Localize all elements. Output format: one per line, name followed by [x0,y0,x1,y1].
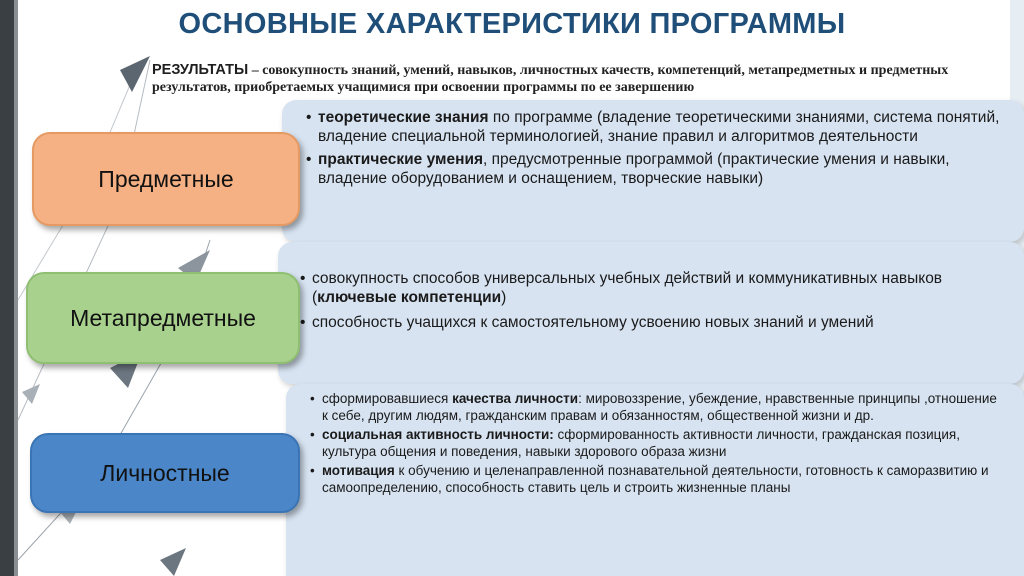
item-bold: ключевые компетенции [317,289,502,306]
list-item [318,108,1004,146]
intro-paragraph [152,62,1018,96]
item-text: ) [501,289,507,306]
item-text: по программе (владение теоретическими знаниями, система понятий, владение специальной терминологией, знание правил и алгоритмов деятельности [318,109,1000,145]
item-bold: социальная активность личности: [322,427,554,442]
item-text: : мировоззрение, убеждение, нравственные принципы ,отношение к себе, другим людям, гражданским правам и обязанностям, общественной жизни и др. [322,391,997,423]
list-item [322,390,1004,424]
item-text: сформировавшиеся [322,391,453,406]
item-bold: практические умения [318,151,484,168]
item-bold: качества личности [452,391,579,406]
item-text: , предусмотренные программой (практические умения и навыки, владение оборудованием и оснащением, творческие навыки) [318,151,950,187]
page-title: ОСНОВНЫЕ ХАРАКТЕРИСТИКИ ПРОГРАММЫ [178,8,846,40]
personal-results-label [30,433,300,513]
metasubject-results-panel [278,242,1024,384]
label-text: Личностные [100,459,230,486]
intro-lead: РЕЗУЛЬТАТЫ [152,62,249,78]
metasubject-results-label [26,272,300,364]
item-text: к обучению и целенаправленной познавательной деятельности, готовность к саморазвитию и самоопределению, способность ставить цель и строить жизненные планы [322,463,989,495]
subject-results-label [32,132,300,226]
list-item [322,426,1004,460]
intro-text: – совокупность знаний, умений, навыков, личностных качеств, компетенций, метапредметных и предметных результатов, приобретаемых учащимися при освоении программы по ее завершению [152,63,949,95]
list-item [322,462,1004,496]
list-item [318,150,1004,188]
item-bold: теоретические знания [318,109,489,126]
subject-results-list [282,100,1024,188]
personal-results-list [286,384,1024,496]
item-text: сформированность активности личности, гражданская позиция, культура общения и поведения, навыки здорового образа жизни [322,427,960,459]
label-text: Предметные [98,165,234,192]
subject-results-panel [282,100,1024,242]
item-text: совокупность способов универсальных учебных действий и коммуникативных навыков ( [312,270,943,306]
item-text: способность учащихся к самостоятельному усвоению новых знаний и умений [312,314,874,331]
list-item [312,313,1000,332]
label-text: Метапредметные [70,304,256,331]
list-item [312,269,1000,307]
personal-results-panel [286,384,1024,576]
item-bold: мотивация [322,463,395,478]
metasubject-results-list [278,242,1024,332]
